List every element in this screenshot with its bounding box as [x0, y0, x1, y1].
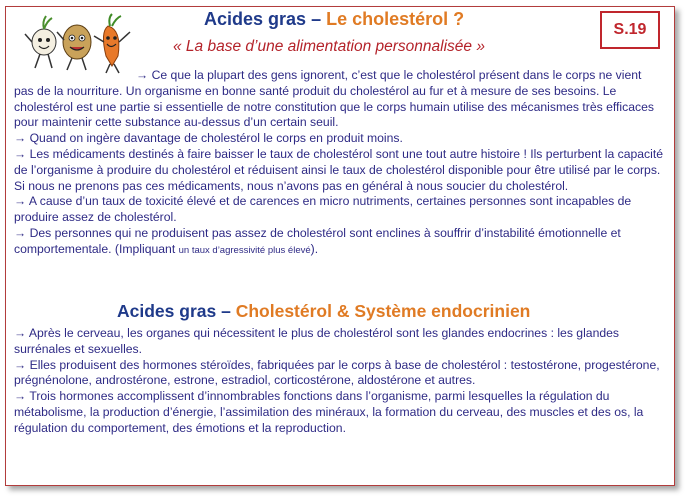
paragraph-5 — [14, 226, 664, 259]
title-main: Acides gras — [204, 9, 307, 29]
page-subtitle: « La base d’une alimentation personnalisée » — [173, 38, 485, 55]
potato-character-icon — [57, 25, 91, 70]
title-main: Acides gras — [117, 301, 217, 321]
paragraph-8: → Trois hormones accomplissent d’innombrables fonctions dans l’organisme, parmi lesquelles la régulation du métabolisme, la production d’énergie, l’assimilation des minéraux, la formation du cerveau, des muscles et des os, la régulation du comportement, des émotions et la reproduction. — [14, 389, 644, 435]
paragraph-text: → Des personnes qui ne produisent pas assez de cholestérol sont enclines à souffrir d’instabilité émotionnelle et comportementale. (Impliquant — [14, 225, 621, 256]
title-accent: Le cholestérol ? — [326, 9, 465, 29]
section1-body — [14, 68, 664, 259]
title-accent: Cholestérol & Système endocrinien — [235, 301, 531, 321]
onion-character-icon — [25, 16, 56, 68]
title-separator: – — [311, 9, 322, 29]
paragraph-4: → A cause d’un taux de toxicité élevé et de carences en micro nutriments, certaines personnes sont incapables de produire assez de cholestérol. — [14, 194, 632, 225]
paragraph-3: → Les médicaments destinés à faire baisser le taux de cholestérol sont une tout autre histoire ! Ils perturbent la capacité de l’organisme à produire du cholestérol et réduisent ainsi le taux de cholestérol disponible pour être utilisé par le corps. Si nous ne prenons pas ces médicaments, nous n’avons pas en général à nous soucier du cholestérol. — [14, 146, 663, 193]
cartoon-vegetables-illustration — [22, 12, 134, 74]
carrot-character-icon — [94, 14, 130, 73]
slide-number-badge: S.19 — [600, 11, 660, 49]
paragraph-2: → Quand on ingère davantage de cholestérol le corps en produit moins. — [14, 131, 403, 146]
section2-title — [117, 301, 530, 322]
paragraph-7: → Elles produisent des hormones stéroïdes, fabriquées par le corps à base de cholestérol : testostérone, progestérone, prégnénolone, androstérone, estrone, estradiol, corticostérone, aldostérone et autres. — [14, 357, 660, 388]
title-separator: – — [221, 301, 231, 321]
paragraph-end: ). — [310, 241, 319, 256]
page-title — [204, 9, 464, 30]
paragraph-text: → Ce que la plupart des gens ignorent, c’est que le cholestérol présent dans le corps ne vient pas de la nourriture. Un organisme en bonne santé produit du cholestérol au fur et à mesure de ses besoins. Le cholestérol est une partie si essentielle de notre constitution que le corps humain utilise des mécanismes très efficaces pour maintenir cette substance au-dessus d’un certain seuil. — [14, 68, 654, 130]
small-note: un taux d’agressivité plus élevé — [178, 244, 311, 256]
paragraph-6: → Après le cerveau, les organes qui nécessitent le plus de cholestérol sont les glandes endocrines : les glandes surrénales et sexuelles. — [14, 326, 619, 356]
section2-body — [14, 326, 664, 437]
paragraph-1 — [14, 68, 664, 131]
